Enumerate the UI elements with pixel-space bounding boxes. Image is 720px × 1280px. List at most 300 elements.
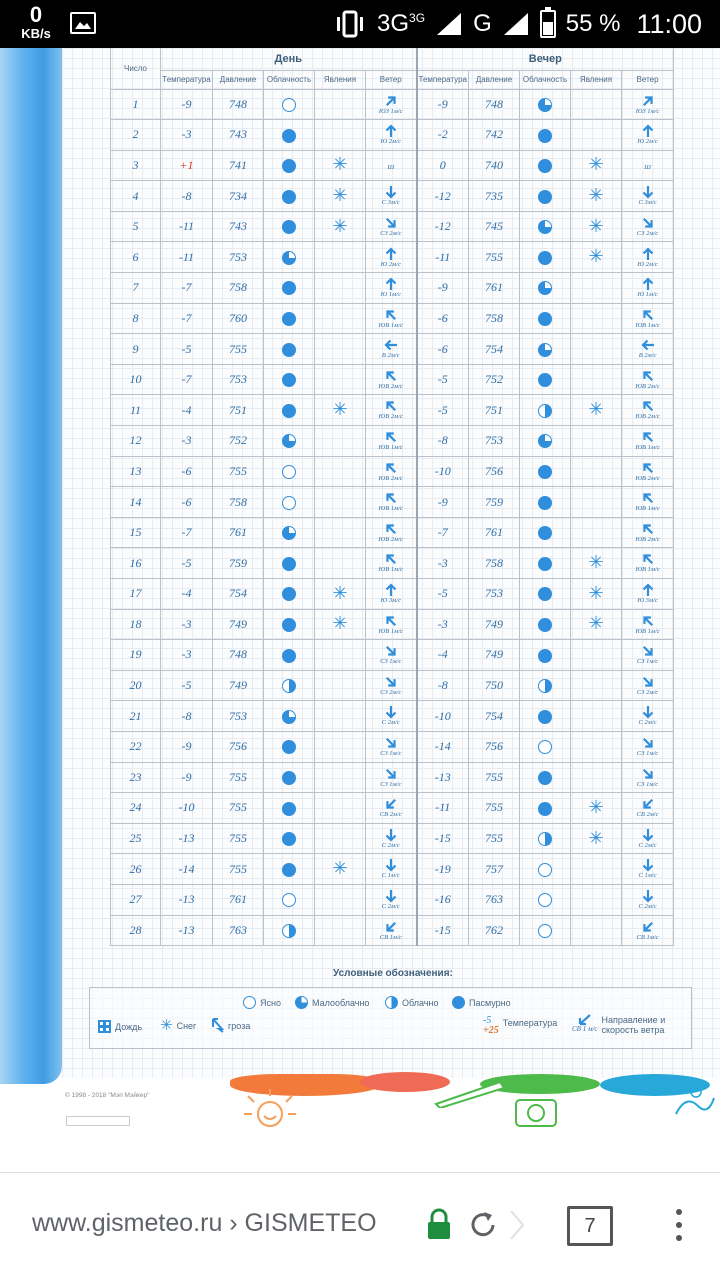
evening-wind <box>622 181 674 212</box>
wind-indicator <box>380 675 401 697</box>
pressure-value: 735 <box>485 188 504 203</box>
temperature-value: -13 <box>178 922 195 937</box>
wind-arrow-icon <box>641 858 655 872</box>
wind-text: Ш <box>387 163 395 171</box>
wind-text: Ю 2м/с <box>380 260 401 268</box>
day-number-value: 13 <box>129 463 142 478</box>
wind-arrow-icon <box>641 430 655 444</box>
evening-pressure <box>469 609 520 640</box>
wind-text: С 1м/с <box>638 872 657 880</box>
evening-temperature <box>417 426 469 457</box>
wind-text: ЮВ 2м/с <box>635 382 660 390</box>
evening-temperature <box>417 487 469 518</box>
snow-icon: ✳ <box>588 827 604 849</box>
evening-wind <box>622 915 674 946</box>
temperature-value: -12 <box>434 188 451 203</box>
temperature-value: -9 <box>437 494 448 509</box>
evening-phenomena <box>571 731 622 762</box>
wind-arrow-icon <box>384 736 398 750</box>
wind-text: ЮВ 1м/с <box>635 566 660 574</box>
day-pressure <box>213 426 264 457</box>
wind-text: ЮВ 1м/с <box>378 566 403 574</box>
pressure-value: 758 <box>229 280 247 295</box>
pressure-value: 755 <box>229 341 247 356</box>
day-cloudiness <box>264 884 315 915</box>
pressure-value: 755 <box>485 249 504 264</box>
url-field[interactable]: www.gismeteo.ru › GISMETEO <box>32 1209 377 1237</box>
day-pressure <box>213 701 264 732</box>
day-pressure <box>213 120 264 151</box>
wind-text: ЮВ 1м/с <box>635 444 660 452</box>
pressure-value: 757 <box>485 861 504 876</box>
evening-wind <box>622 395 674 426</box>
day-phenomena <box>315 364 366 395</box>
temperature-value: -7 <box>181 525 192 540</box>
forward-chevron-icon <box>508 1208 526 1242</box>
evening-phenomena <box>571 762 622 793</box>
image-notification-icon <box>70 12 96 34</box>
day-number <box>111 548 161 579</box>
sun-doodle-icon <box>240 1088 304 1136</box>
day-number <box>111 854 161 885</box>
overcast-icon <box>282 220 296 234</box>
temperature-value: -5 <box>437 402 448 417</box>
wind-text: ЮВ 2м/с <box>635 413 660 421</box>
day-cloudiness <box>264 701 315 732</box>
day-temperature <box>161 150 213 181</box>
wind-arrow-icon <box>641 369 655 383</box>
header-pressure: Давление <box>213 70 264 89</box>
wind-arrow-icon <box>384 185 398 199</box>
day-number-value: 26 <box>129 861 142 876</box>
evening-pressure <box>469 150 520 181</box>
day-cloudiness <box>264 120 315 151</box>
overcast-icon <box>282 190 296 204</box>
day-number-value: 14 <box>129 494 142 509</box>
pressure-value: 758 <box>229 494 247 509</box>
day-wind <box>366 211 417 242</box>
table-row <box>111 915 674 946</box>
day-cloudiness <box>264 456 315 487</box>
pressure-value: 754 <box>485 708 504 723</box>
temperature-value: -7 <box>181 310 192 325</box>
day-phenomena <box>315 303 366 334</box>
day-number <box>111 793 161 824</box>
day-number <box>111 426 161 457</box>
evening-wind <box>622 609 674 640</box>
header-pressure: Давление <box>469 70 520 89</box>
partly-cloudy-icon <box>538 281 552 295</box>
wind-arrow-icon <box>641 797 655 811</box>
temperature-value: -11 <box>178 219 195 234</box>
evening-cloudiness <box>520 456 571 487</box>
wind-indicator <box>644 164 651 172</box>
pressure-value: 752 <box>485 372 504 387</box>
wind-text: Ю 2м/с <box>380 138 401 146</box>
evening-phenomena <box>571 242 622 273</box>
temperature-value: -10 <box>434 708 451 723</box>
wind-arrow-icon <box>384 797 398 811</box>
temperature-value: -7 <box>437 525 448 540</box>
evening-cloudiness <box>520 823 571 854</box>
day-wind <box>366 854 417 885</box>
day-cloudiness <box>264 579 315 610</box>
evening-phenomena <box>571 884 622 915</box>
wind-indicator <box>637 736 658 758</box>
evening-cloudiness <box>520 915 571 946</box>
group-day-header: День <box>161 48 417 70</box>
pressure-value: 762 <box>485 922 504 937</box>
wind-indicator <box>639 889 657 911</box>
wind-arrow-icon <box>641 247 655 261</box>
legend-clear: Ясно <box>243 996 281 1009</box>
pressure-value: 761 <box>485 280 504 295</box>
wind-indicator <box>380 767 401 789</box>
day-number-value: 19 <box>129 647 142 662</box>
wind-indicator <box>635 399 659 421</box>
wind-text: С 1м/с <box>381 872 400 880</box>
evening-pressure <box>469 731 520 762</box>
pressure-value: 749 <box>229 678 247 693</box>
day-cloudiness <box>264 334 315 365</box>
day-number <box>111 701 161 732</box>
evening-wind <box>622 487 674 518</box>
evening-phenomena <box>571 823 622 854</box>
cloudy-icon <box>282 679 296 693</box>
wind-text: СЗ 1м/с <box>380 658 402 666</box>
wind-arrow-icon <box>641 461 655 475</box>
evening-temperature <box>417 579 469 610</box>
day-temperature <box>161 242 213 273</box>
wind-indicator <box>637 920 659 942</box>
day-cloudiness <box>264 181 315 212</box>
day-wind <box>366 395 417 426</box>
day-phenomena <box>315 823 366 854</box>
clear-sky-icon <box>538 740 552 754</box>
temperature-value: -6 <box>437 341 448 356</box>
wind-indicator <box>639 858 657 880</box>
day-temperature <box>161 517 213 548</box>
wind-arrow-icon <box>641 277 655 291</box>
snow-icon: ✳ <box>588 185 604 207</box>
evening-cloudiness <box>520 701 571 732</box>
day-number-value: 16 <box>129 555 142 570</box>
pressure-value: 755 <box>229 861 247 876</box>
pressure-value: 753 <box>229 372 247 387</box>
temperature-value: -16 <box>434 892 451 907</box>
copyright: © 1998 - 2018 "Мэп Мэйкер" <box>65 1092 150 1099</box>
wind-arrow-icon <box>384 94 398 108</box>
evening-cloudiness <box>520 150 571 181</box>
overcast-icon <box>538 129 552 143</box>
evening-temperature <box>417 548 469 579</box>
day-pressure <box>213 548 264 579</box>
reload-icon[interactable] <box>466 1208 500 1242</box>
wind-text: В 2м/с <box>638 352 657 360</box>
evening-pressure <box>469 303 520 334</box>
partly-cloudy-icon <box>538 98 552 112</box>
evening-pressure <box>469 517 520 548</box>
day-wind <box>366 303 417 334</box>
wind-text: ЮВ 1м/с <box>378 321 403 329</box>
evening-wind <box>622 150 674 181</box>
table-row <box>111 150 674 181</box>
wind-text: ЮВ 1м/с <box>635 505 660 513</box>
day-phenomena <box>315 915 366 946</box>
day-wind <box>366 609 417 640</box>
evening-cloudiness <box>520 640 571 671</box>
day-number <box>111 517 161 548</box>
day-pressure <box>213 517 264 548</box>
wind-text: СЗ 1м/с <box>636 658 659 666</box>
clear-sky-icon <box>538 924 552 938</box>
wind-arrow-icon <box>384 767 398 781</box>
temperature-value: -3 <box>181 616 192 631</box>
legend-temperature: -5 +25 Температура <box>483 1015 558 1036</box>
pressure-value: 743 <box>229 127 247 142</box>
evening-wind <box>622 640 674 671</box>
day-phenomena <box>315 517 366 548</box>
wind-indicator <box>381 247 401 269</box>
evening-wind <box>622 456 674 487</box>
clear-sky-icon <box>538 893 552 907</box>
evening-phenomena <box>571 701 622 732</box>
clear-sky-icon <box>282 98 296 112</box>
wind-indicator <box>382 705 400 727</box>
pressure-value: 756 <box>485 463 504 478</box>
wind-arrow-icon <box>384 858 398 872</box>
day-number-value: 4 <box>132 188 139 203</box>
evening-wind <box>622 579 674 610</box>
day-wind <box>366 181 417 212</box>
overcast-icon <box>538 771 552 785</box>
temperature-value: -5 <box>437 372 448 387</box>
overcast-icon <box>282 373 296 387</box>
wind-arrow-icon <box>384 552 398 566</box>
overcast-icon <box>538 373 552 387</box>
evening-temperature <box>417 915 469 946</box>
cloudy-icon <box>538 404 552 418</box>
evening-temperature <box>417 884 469 915</box>
day-number <box>111 242 161 273</box>
wind-indicator <box>635 491 659 513</box>
wind-indicator <box>380 736 401 758</box>
day-pressure <box>213 334 264 365</box>
pressure-value: 761 <box>229 525 247 540</box>
evening-wind <box>622 120 674 151</box>
table-row <box>111 211 674 242</box>
table-row <box>111 701 674 732</box>
temperature-value: -14 <box>178 861 195 876</box>
temperature-value: -3 <box>437 616 448 631</box>
evening-phenomena <box>571 426 622 457</box>
temperature-value: -8 <box>437 433 448 448</box>
day-temperature <box>161 211 213 242</box>
day-phenomena <box>315 426 366 457</box>
wind-text: ЮВ 2м/с <box>378 413 403 421</box>
wind-indicator <box>379 430 403 452</box>
header-temperature: Температура <box>161 70 213 89</box>
wind-indicator <box>637 247 657 269</box>
evening-pressure <box>469 762 520 793</box>
temperature-value: -6 <box>181 494 192 509</box>
day-temperature <box>161 303 213 334</box>
day-wind <box>366 150 417 181</box>
pressure-value: 748 <box>485 96 504 111</box>
wind-indicator <box>382 185 400 207</box>
evening-wind <box>622 793 674 824</box>
evening-phenomena <box>571 120 622 151</box>
evening-wind <box>622 854 674 885</box>
temperature-value: -11 <box>435 800 451 815</box>
legend-wind: СВ 1 м/с Направление и скорость ветра <box>572 1015 666 1035</box>
day-number-value: 17 <box>129 586 142 601</box>
day-wind <box>366 823 417 854</box>
pressure-value: 751 <box>229 402 247 417</box>
tab-switcher-button[interactable]: 7 <box>567 1206 613 1246</box>
wind-indicator <box>637 767 658 789</box>
wind-arrow-icon <box>641 552 655 566</box>
legend-partly-cloudy: Малооблачно <box>295 996 369 1009</box>
evening-pressure <box>469 364 520 395</box>
overcast-icon <box>282 832 296 846</box>
table-row <box>111 670 674 701</box>
wind-arrow-icon <box>384 369 398 383</box>
header-phenomena: Явления <box>571 70 622 89</box>
evening-cloudiness <box>520 334 571 365</box>
pressure-value: 761 <box>485 525 504 540</box>
day-cloudiness <box>264 517 315 548</box>
day-cloudiness <box>264 211 315 242</box>
day-cloudiness <box>264 273 315 304</box>
pressure-value: 749 <box>229 616 247 631</box>
table-row <box>111 303 674 334</box>
day-pressure <box>213 456 264 487</box>
day-phenomena <box>315 701 366 732</box>
wind-text: Ю 2м/с <box>637 260 658 268</box>
snow-icon: ✳ <box>332 215 348 237</box>
temperature-value: -5 <box>181 678 192 693</box>
evening-temperature <box>417 89 469 120</box>
temperature-value: -14 <box>434 739 451 754</box>
table-row <box>111 640 674 671</box>
overcast-icon <box>538 190 552 204</box>
temperature-value: -10 <box>178 800 195 815</box>
wind-indicator <box>639 828 657 850</box>
day-temperature <box>161 89 213 120</box>
day-number <box>111 395 161 426</box>
wind-arrow-icon <box>384 644 398 658</box>
day-temperature <box>161 731 213 762</box>
day-number-value: 5 <box>132 219 139 234</box>
menu-button[interactable] <box>672 1206 686 1246</box>
temperature-value: -9 <box>437 96 448 111</box>
wind-indicator <box>379 614 403 636</box>
wind-arrow-icon <box>384 705 398 719</box>
evening-temperature <box>417 334 469 365</box>
evening-pressure <box>469 915 520 946</box>
evening-temperature <box>417 395 469 426</box>
day-number-value: 10 <box>129 372 142 387</box>
temperature-value: -3 <box>181 433 192 448</box>
pressure-value: 759 <box>229 555 247 570</box>
day-phenomena <box>315 150 366 181</box>
day-phenomena <box>315 456 366 487</box>
vibrate-icon <box>333 10 367 38</box>
day-number <box>111 884 161 915</box>
snow-icon: ✳ <box>332 613 348 635</box>
day-cloudiness <box>264 640 315 671</box>
lock-icon[interactable] <box>424 1208 454 1240</box>
day-number <box>111 120 161 151</box>
pressure-value: 740 <box>485 157 504 172</box>
temperature-value: +1 <box>179 157 194 172</box>
evening-pressure <box>469 579 520 610</box>
day-phenomena <box>315 884 366 915</box>
day-wind <box>366 762 417 793</box>
temperature-value: -9 <box>181 739 192 754</box>
wind-text: СЗ 1м/с <box>636 750 659 758</box>
day-cloudiness <box>264 793 315 824</box>
evening-temperature <box>417 456 469 487</box>
evening-wind <box>622 334 674 365</box>
counter-box[interactable] <box>66 1116 130 1126</box>
evening-temperature <box>417 211 469 242</box>
pressure-value: 761 <box>229 892 247 907</box>
day-phenomena <box>315 579 366 610</box>
wind-arrow-icon <box>384 828 398 842</box>
evening-wind <box>622 89 674 120</box>
day-phenomena <box>315 120 366 151</box>
day-phenomena <box>315 731 366 762</box>
evening-phenomena <box>571 334 622 365</box>
day-cloudiness <box>264 548 315 579</box>
evening-pressure <box>469 670 520 701</box>
wind-arrow-icon <box>641 889 655 903</box>
temperature-value: -15 <box>434 922 451 937</box>
overcast-icon <box>538 159 552 173</box>
cloudy-icon <box>282 924 296 938</box>
wind-text: ЮЗ 1м/с <box>635 107 660 115</box>
wind-indicator <box>381 583 401 605</box>
table-row <box>111 548 674 579</box>
snow-icon: ✳ <box>588 215 604 237</box>
pressure-value: 755 <box>485 831 504 846</box>
pressure-value: 755 <box>229 831 247 846</box>
clock: 11:00 <box>636 8 702 39</box>
day-number <box>111 89 161 120</box>
day-number-value: 15 <box>129 525 142 540</box>
day-temperature <box>161 334 213 365</box>
evening-cloudiness <box>520 211 571 242</box>
day-cloudiness <box>264 762 315 793</box>
wind-arrow-icon <box>641 185 655 199</box>
day-phenomena <box>315 334 366 365</box>
wind-text: СЗ 1м/с <box>380 750 402 758</box>
day-cloudiness <box>264 731 315 762</box>
evening-pressure <box>469 701 520 732</box>
day-number <box>111 211 161 242</box>
table-row <box>111 517 674 548</box>
temperature-value: -13 <box>178 892 195 907</box>
wind-indicator <box>379 399 403 421</box>
pressure-value: 749 <box>485 616 504 631</box>
pressure-value: 760 <box>229 310 247 325</box>
legend-overcast: Пасмурно <box>452 996 511 1009</box>
wind-indicator <box>635 308 659 330</box>
temperature-value: -13 <box>178 831 195 846</box>
wind-indicator <box>379 491 403 513</box>
